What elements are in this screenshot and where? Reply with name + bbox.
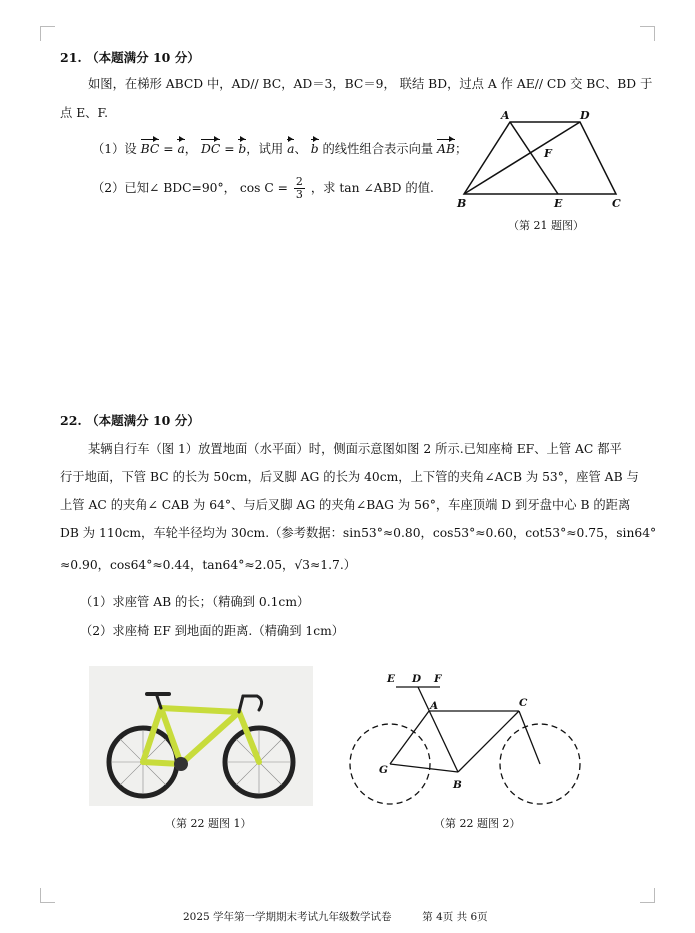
label-a: A [501,109,510,122]
q22-points: （本题满分 10 分） [86,413,200,428]
label-g: G [379,764,388,776]
footer-title: 2025 学年第一学期期末考试九年级数学试卷 [183,911,392,923]
q22-part1: （1）求座管 AB 的长；（精确到 0.1cm） [80,595,310,609]
q22-header [60,411,200,429]
chain-stay-gb [390,764,458,772]
q22-line-3: 上管 AC 的夹角∠ CAB 为 64°、与后叉脚 AG 的夹角∠BAG 为 56°，车座顶端 D 到牙盘中心 B 的距离 [60,498,631,512]
label-e: E [387,673,396,685]
footer [183,909,488,924]
label-c: C [612,197,621,210]
q21-number: 21. [60,50,82,65]
q22-line-1: 某辆自行车（图 1）放置地面（水平面）时，侧面示意图如图 2 所示.已知座椅 EF、上管 AC 都平 [88,442,622,456]
chainring [174,757,188,771]
q22-part2: （2）求座椅 EF 到地面的距离.（精确到 1cm） [80,624,345,638]
q21-header [60,48,200,66]
q21-intro-line1: 如图，在梯形 ABCD 中，AD// BC，AD＝3，BC＝9， 联结 BD，过点 A 作 AE// CD 交 BC、BD 于 [88,77,653,91]
cos-c-label: cos C = [239,181,288,195]
label-d: D [580,109,590,122]
q22-line-4: DB 为 110cm，车轮半径均为 30cm.（参考数据：sin53°≈0.80，cos53°≈0.60，cot53°≈0.75，sin64° [60,526,657,540]
fork [519,711,540,764]
seat-stay-ag [390,711,429,764]
label-d: D [412,673,422,685]
vector-ab: AB [437,142,456,156]
label-b: B [457,197,467,210]
label-f: F [544,147,552,160]
q21-part2: （2）已知∠ BDC=90°， cos C = $\frac{2}{3}$ ，求 tan ∠ABD 的值. [92,175,434,201]
label-c: C [519,697,528,709]
crop-mark-bottom-right [640,888,655,903]
label-e: E [554,197,563,210]
vector-dc: DC [201,142,221,156]
q22-bicycle-photo [89,666,313,806]
q22-line-5: ≈0.90，cos64°≈0.44，tan64°≈2.05，√3≈1.7.） [60,558,357,572]
q22-photo-caption: （第 22 题图 1） [165,817,252,830]
vector-b: b [238,142,247,156]
footer-page: 第 4页 共 6页 [422,911,488,923]
vector-a: a [177,142,185,156]
q22-diagram-caption: （第 22 题图 2） [434,817,521,830]
q21-part1: （1）设 BC = a， DC = b，试用 a、 b 的线性组合表示向量 AB； [92,142,468,156]
q21-figure-caption: （第 21 题图） [508,219,584,232]
vector-a-2: a [287,142,295,156]
q21-points: （本题满分 10 分） [86,50,200,65]
label-b: B [453,779,462,791]
crop-mark-top-right [640,26,655,41]
q21-trapezoid-figure [452,108,632,213]
trapezoid-abcd [464,122,616,194]
segment-bd [464,122,580,194]
q21-intro-line2: 点 E、F. [60,106,109,120]
crop-mark-bottom-left [40,888,55,903]
q22-schematic-figure [348,666,586,814]
vector-b-2: b [310,142,319,156]
q22-line-2: 行于地面，下管 BC 的长为 50cm，后叉脚 AG 的长为 40cm，上下管的夹角∠ACB 为 53°，座管 AB 与 [60,470,639,484]
down-tube-bc [458,711,519,772]
label-f: F [434,673,442,685]
q22-number: 22. [60,413,82,428]
crop-mark-top-left [40,26,55,41]
cos-fraction: $\frac{2}{3}$ [295,175,303,201]
label-a: A [430,700,439,712]
vector-bc: BC [140,142,160,156]
